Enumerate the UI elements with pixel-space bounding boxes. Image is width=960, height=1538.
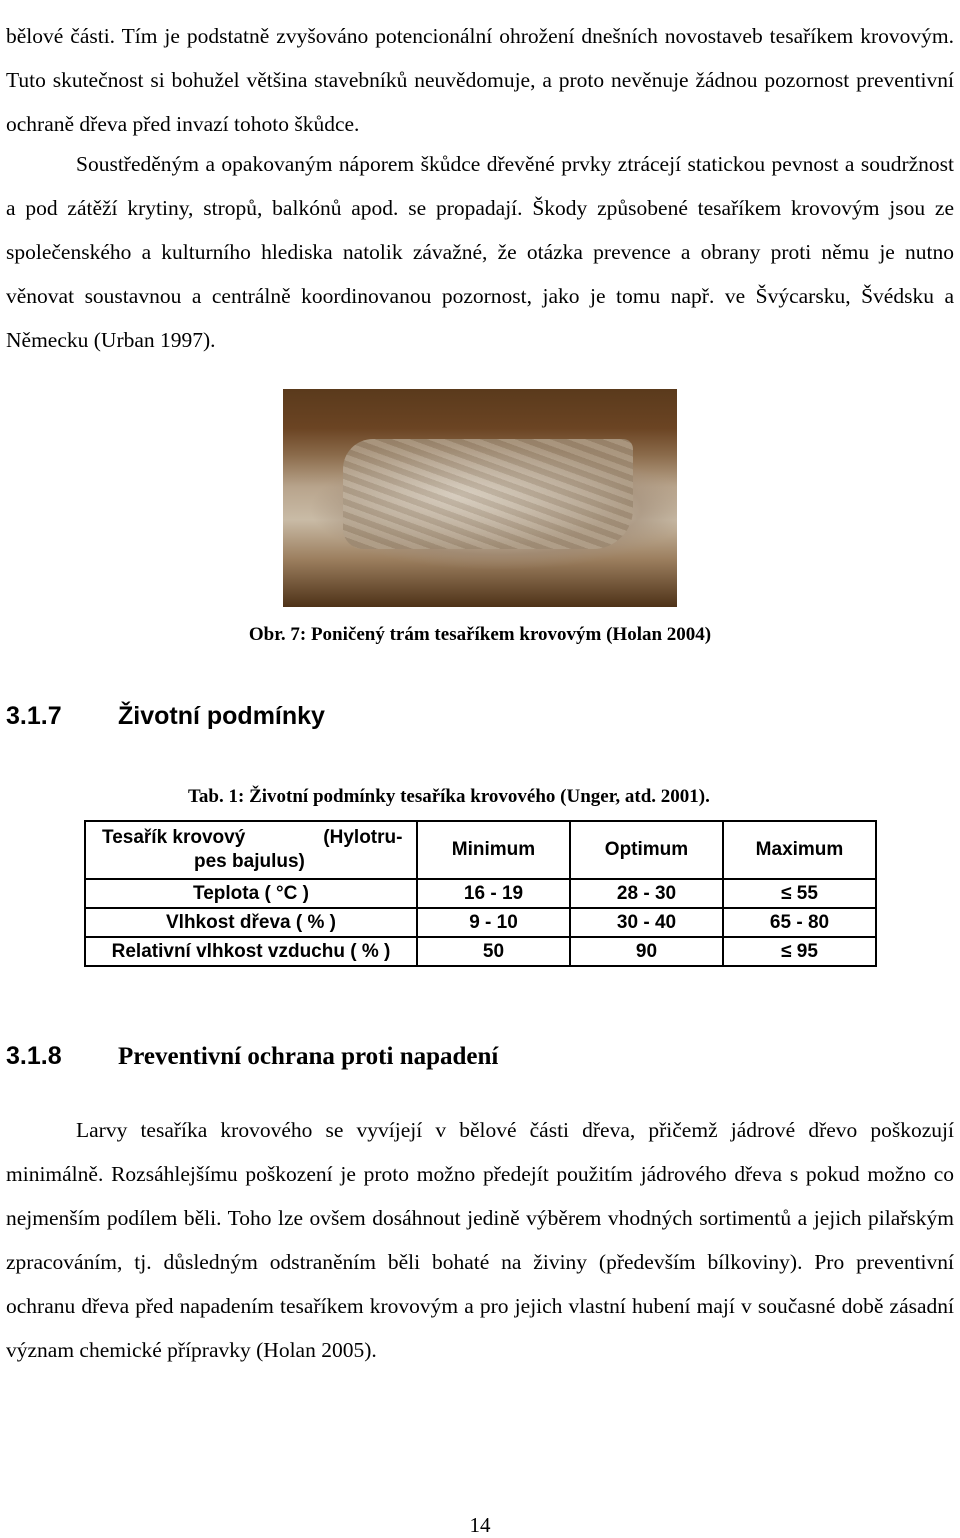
photo-damaged-area bbox=[343, 439, 633, 549]
table-row bbox=[85, 879, 876, 908]
species-latin-name-part1: (Hylotru- bbox=[323, 827, 403, 848]
paragraph-prevention-text: Larvy tesaříka krovového se vyvíjejí v bělové části dřeva, přičemž jádrové dřevo poškozují minimálně. Rozsáhlejšímu poškození je proto možno předejít použitím jádrového dřeva s pokud možno co nejmenším podílem běli. Toho lze ovšem dosáhnout jedině výběrem vhodných sortimentů a jejich pilařským zpracováním, tj. důsledným odstraněním běli bohaté na živiny (především bílkoviny). Pro preventivní ochranu dřeva před napadením tesaříkem krovovým a pro jejich vlastní hubení mají v současné době zásadní význam chemické přípravky (Holan 2005). bbox=[6, 1117, 954, 1362]
paragraph-prevention bbox=[6, 1108, 954, 1372]
section-number: 3.1.7 bbox=[6, 702, 62, 730]
paragraph-damage bbox=[6, 142, 954, 362]
page-number: 14 bbox=[469, 1513, 491, 1537]
cell-opt: 28 - 30 bbox=[570, 879, 723, 908]
section-number: 3.1.8 bbox=[6, 1042, 62, 1070]
table-header-minimum: Minimum bbox=[417, 821, 570, 879]
cell-max: ≤ 95 bbox=[723, 937, 876, 966]
paragraph-intro: bělové části. Tím je podstatně zvyšováno potencionální ohrožení dnešních novostaveb tesaříkem krovovým. Tuto skutečnost si bohužel většina stavebníků neuvědomuje, a proto nevěnuje žádnou pozornost preventivní ochraně dřeva před invazí tohoto škůdce. bbox=[6, 23, 954, 136]
section-title: Životní podmínky bbox=[118, 702, 325, 730]
species-common-name: Tesařík krovový bbox=[102, 827, 246, 848]
row-label: Teplota ( °C ) bbox=[85, 879, 417, 908]
table-title: Tab. 1: Životní podmínky tesaříka krovového (Unger, atd. 2001). bbox=[188, 786, 710, 807]
table-header-species bbox=[85, 821, 417, 879]
paragraph-damage-text: Soustředěným a opakovaným náporem škůdce dřevěné prvky ztrácejí statickou pevnost a soudržnost a pod zátěží krytiny, stropů, balkónů apod. se propadají. Škody způsobené tesaříkem krovovým jsou ze společenského a kulturního hlediska natolik závažné, že otázka prevence a obrany proti němu je nutno věnovat soustavnou a centrálně koordinovanou pozornost, jako je tomu např. ve Švýcarsku, Švédsku a Německu (Urban 1997). bbox=[6, 151, 954, 352]
species-latin-name-part2: pes bajulus) bbox=[194, 851, 305, 872]
cell-max: ≤ 55 bbox=[723, 879, 876, 908]
cell-max: 65 - 80 bbox=[723, 908, 876, 937]
table-row bbox=[85, 937, 876, 966]
section-heading-living-conditions bbox=[6, 700, 325, 732]
section-heading-prevention bbox=[6, 1040, 498, 1073]
table-header-row bbox=[85, 821, 876, 879]
section-title: Preventivní ochrana proti napadení bbox=[118, 1043, 499, 1070]
table-header-maximum: Maximum bbox=[723, 821, 876, 879]
table-row bbox=[85, 908, 876, 937]
figure-caption bbox=[0, 622, 960, 648]
cell-min: 50 bbox=[417, 937, 570, 966]
table-header-optimum: Optimum bbox=[570, 821, 723, 879]
living-conditions-table bbox=[84, 820, 877, 967]
row-label: Relativní vlhkost vzduchu ( % ) bbox=[85, 937, 417, 966]
cell-min: 9 - 10 bbox=[417, 908, 570, 937]
cell-opt: 30 - 40 bbox=[570, 908, 723, 937]
cell-min: 16 - 19 bbox=[417, 879, 570, 908]
damaged-beam-photo bbox=[283, 389, 677, 607]
figure-caption-text: Obr. 7: Poničený trám tesaříkem krovovým (Holan 2004) bbox=[248, 624, 712, 645]
cell-opt: 90 bbox=[570, 937, 723, 966]
row-label: Vlhkost dřeva ( % ) bbox=[85, 908, 417, 937]
